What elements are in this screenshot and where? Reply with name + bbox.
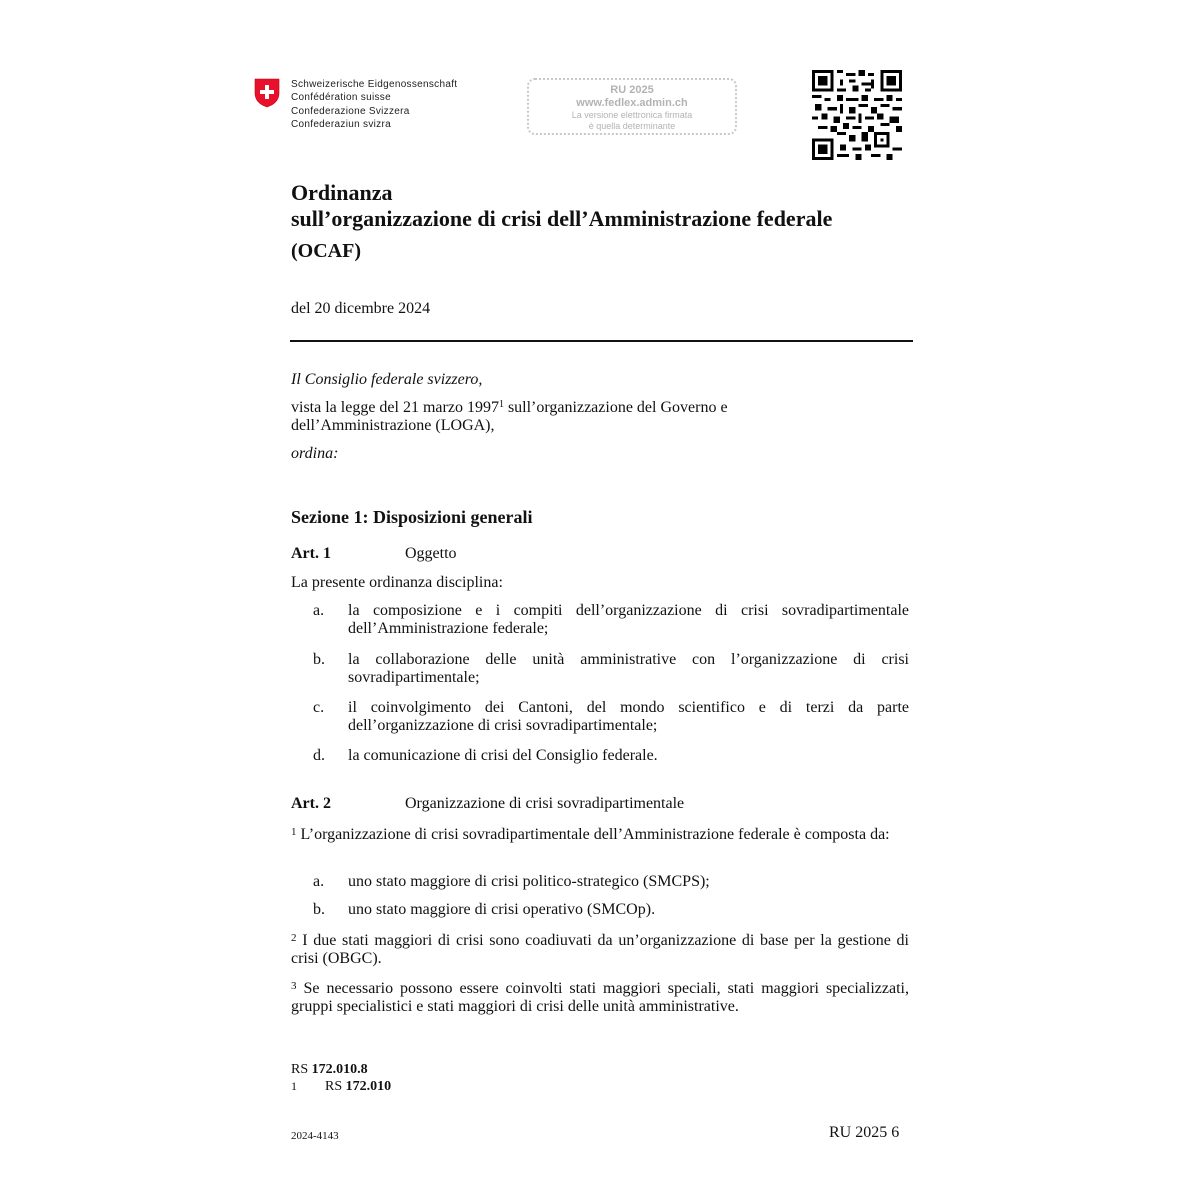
preamble-ordains: ordina: bbox=[291, 445, 339, 462]
preamble-basis-text-1: vista la legge del 21 marzo 1997 bbox=[291, 399, 499, 416]
article-2-heading bbox=[291, 795, 684, 813]
stamp-note-2: è quella determinante bbox=[588, 121, 676, 131]
title-line-2: sull’organizzazione di crisi dell’Amministrazione federale bbox=[291, 206, 833, 231]
preamble-basis-text-2: sull’organizzazione del Governo e bbox=[503, 399, 728, 416]
confederation-name-de: Schweizerische Eidgenossenschaft bbox=[291, 79, 458, 90]
list-item-letter: a. bbox=[313, 873, 325, 890]
confederation-name-it: Confederazione Svizzera bbox=[291, 105, 410, 117]
title-divider bbox=[290, 340, 913, 342]
page-reference: RU 2025 6 bbox=[829, 1124, 900, 1141]
section-heading: Sezione 1: Disposizioni generali bbox=[291, 507, 533, 527]
list-item-letter: b. bbox=[313, 901, 325, 918]
classified-compilation-number bbox=[291, 1061, 368, 1078]
list-item-text: la comunicazione di crisi del Consiglio federale. bbox=[348, 747, 658, 764]
list-item-text: uno stato maggiore di crisi operativo (SMCOp). bbox=[348, 901, 656, 918]
qr-code-icon bbox=[812, 70, 902, 160]
list-item bbox=[313, 602, 909, 638]
paragraph-number: 2 bbox=[291, 932, 297, 944]
document-title bbox=[291, 180, 832, 264]
paragraph-text: Se necessario possono essere coinvolti stati maggiori speciali, stati maggiori specializzati, gruppi specialistici e stati maggiori di crisi delle unità amministrative. bbox=[291, 980, 909, 1015]
article-2-paragraph-3 bbox=[291, 977, 909, 1016]
rs-prefix: RS bbox=[291, 1062, 309, 1077]
footnote-number: 1 bbox=[291, 1079, 297, 1093]
list-item-letter: c. bbox=[313, 699, 325, 716]
confederation-name-fr: Confédération suisse bbox=[291, 92, 391, 104]
list-item bbox=[313, 873, 909, 891]
preamble-basis-text-3: dell’Amministrazione (LOGA), bbox=[291, 417, 495, 434]
list-item-text: la collaborazione delle unità amministrative con l’organizzazione di crisi sovradipartimentale; bbox=[348, 651, 909, 686]
article-1-number: Art. 1 bbox=[291, 545, 331, 562]
paragraph-text: I due stati maggiori di crisi sono coadiuvati da un’organizzazione di base per la gestione di crisi (OBGC). bbox=[291, 932, 909, 967]
list-item-text: la composizione e i compiti dell’organizzazione di crisi sovradipartimentale dell’Amministrazione federale; bbox=[348, 602, 909, 637]
footnote-ref-1: 1 bbox=[498, 399, 504, 410]
footnote-rs-prefix: RS bbox=[325, 1079, 343, 1094]
article-1-heading bbox=[291, 545, 457, 563]
list-item-letter: b. bbox=[313, 651, 325, 668]
title-line-1: Ordinanza bbox=[291, 180, 393, 205]
stamp-publication: RU 2025 bbox=[610, 84, 654, 96]
footnote-1 bbox=[291, 1078, 391, 1095]
paragraph-text: L’organizzazione di crisi sovradipartimentale dell’Amministrazione federale è composta da: bbox=[300, 826, 890, 843]
stamp-url: www.fedlex.admin.ch bbox=[576, 97, 688, 109]
list-item bbox=[313, 901, 909, 919]
list-item bbox=[313, 651, 909, 687]
paragraph-number: 3 bbox=[291, 980, 297, 992]
article-1-intro: La presente ordinanza disciplina: bbox=[291, 574, 503, 591]
list-item bbox=[313, 699, 909, 735]
preamble-authority: Il Consiglio federale svizzero, bbox=[291, 371, 483, 388]
footnote-rs-number: 172.010 bbox=[345, 1079, 392, 1094]
list-item-letter: d. bbox=[313, 747, 325, 764]
article-1-title: Oggetto bbox=[405, 545, 457, 562]
rs-number: 172.010.8 bbox=[311, 1062, 368, 1077]
article-2-paragraph-2 bbox=[291, 929, 909, 968]
document-number: 2024-4143 bbox=[291, 1130, 339, 1142]
list-item-text: uno stato maggiore di crisi politico-strategico (SMCPS); bbox=[348, 873, 710, 890]
preamble-basis bbox=[291, 399, 728, 435]
list-item bbox=[313, 747, 909, 765]
stamp-note-1: La versione elettronica firmata bbox=[571, 110, 693, 120]
confederation-name-rm: Confederaziun svizra bbox=[291, 118, 391, 130]
title-abbreviation: (OCAF) bbox=[291, 240, 361, 262]
swiss-coat-of-arms-icon bbox=[254, 78, 280, 108]
article-2-paragraph-1 bbox=[291, 823, 909, 844]
article-2-number: Art. 2 bbox=[291, 795, 331, 812]
confederation-names bbox=[291, 78, 457, 131]
official-publication-stamp bbox=[527, 78, 737, 135]
list-item-letter: a. bbox=[313, 602, 325, 619]
list-item-text: il coinvolgimento dei Cantoni, del mondo scientifico e di terzi da parte dell’organizzazione di crisi sovradipartimentale; bbox=[348, 699, 909, 734]
document-date: del 20 dicembre 2024 bbox=[291, 300, 431, 317]
paragraph-number: 1 bbox=[291, 826, 297, 838]
article-2-title: Organizzazione di crisi sovradipartimentale bbox=[405, 795, 685, 812]
